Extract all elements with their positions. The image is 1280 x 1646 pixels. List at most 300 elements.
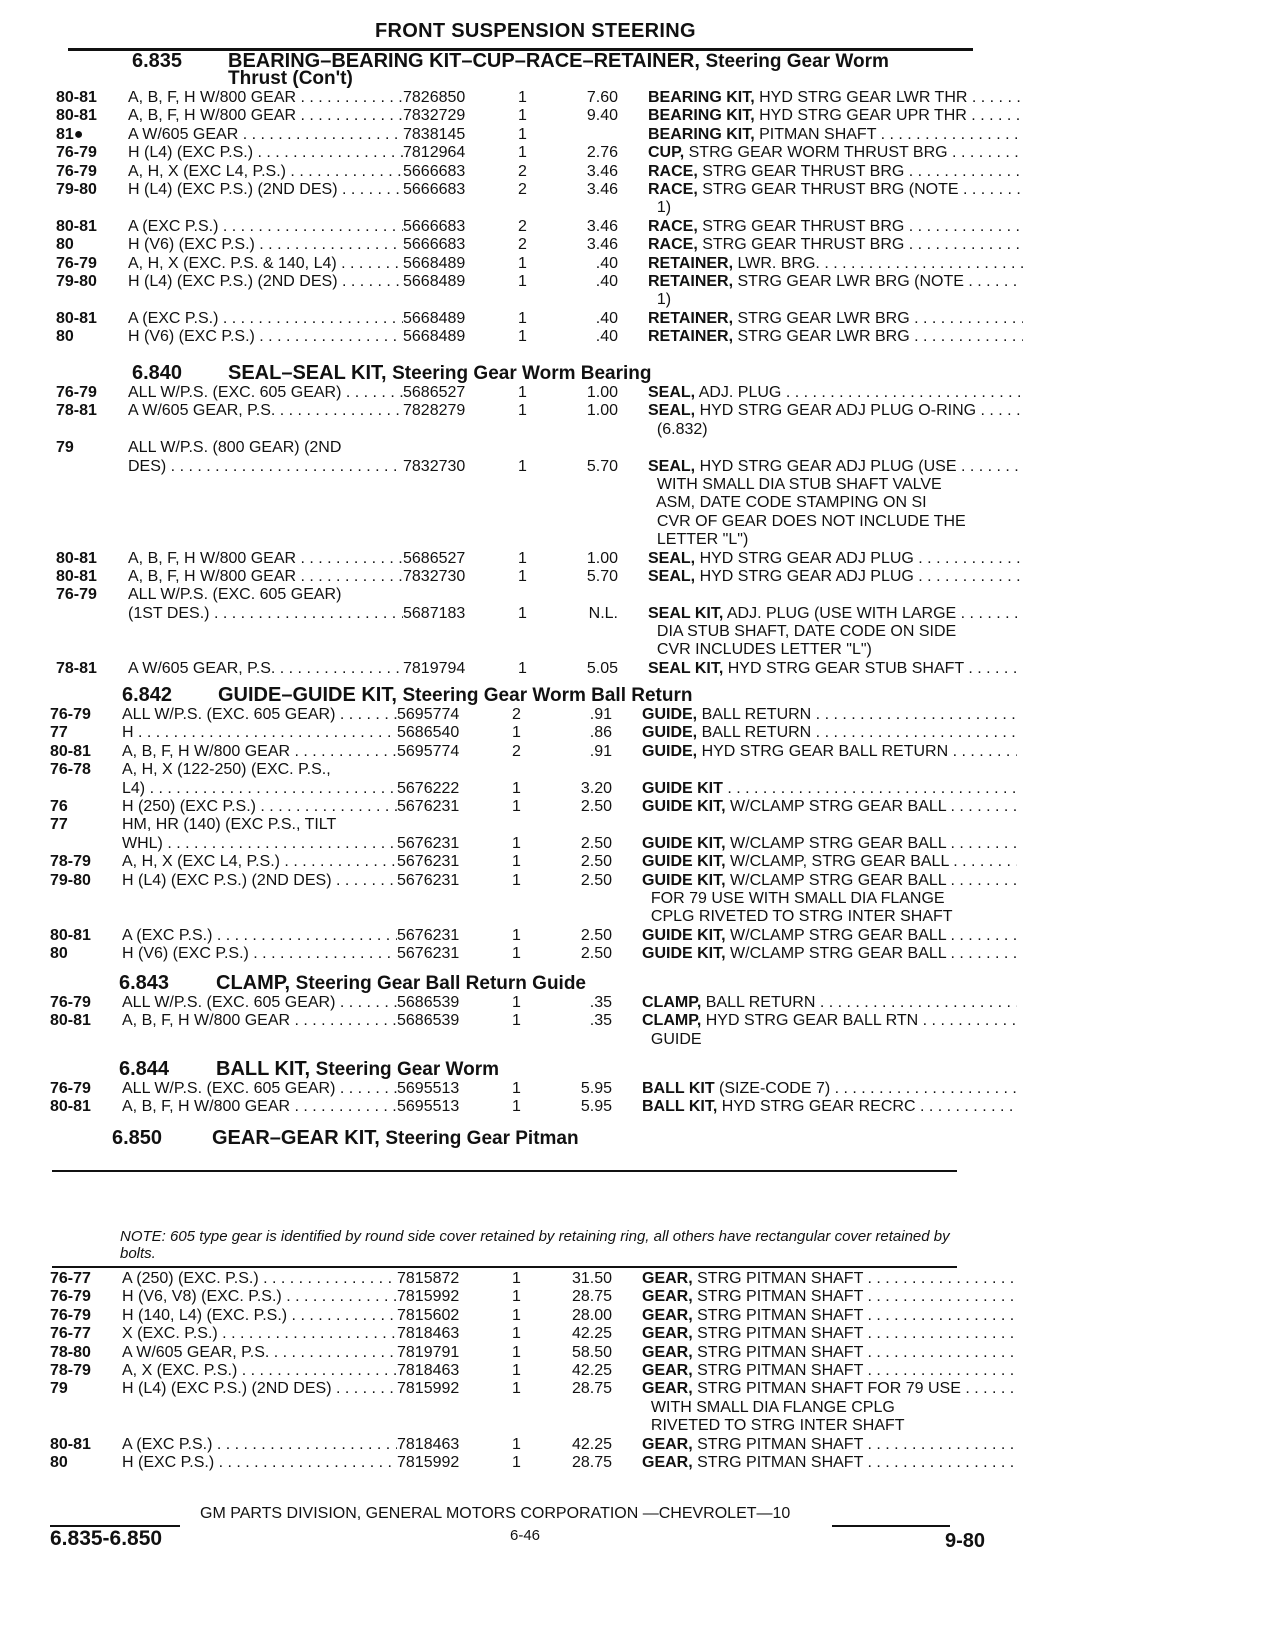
quantity: 1 [518,604,527,622]
quantity: 2 [518,180,527,198]
description [648,163,1023,181]
application: H (L4) (EXC P.S.) (2ND DES) . . . [128,273,403,291]
part-number: 5686540 [397,724,460,742]
description-keyword: CLAMP, [642,994,702,1011]
part-number: 7826850 [403,89,466,106]
quantity: 2 [512,706,521,723]
parts-row [0,199,1280,217]
description [642,1288,1017,1306]
quantity: 1 [512,853,521,871]
description [648,623,1023,641]
section-part-desc: Steering Gear Worm [705,51,889,72]
description-keyword: GUIDE KIT, [642,945,726,963]
model-year: 76-79 [56,162,97,180]
parts-row [0,798,1280,816]
application: DES) . . . [128,458,403,476]
application: A, B, F, H W/800 GEAR . . . [122,1098,397,1116]
description-text: 1) [648,291,672,309]
description [642,780,1017,798]
section-title [218,684,692,707]
quantity: 1 [512,945,521,963]
description-text: STRG PITMAN SHAFT [697,1453,864,1471]
application: ALL W/P.S. (EXC. 605 GEAR) . . . [128,384,403,402]
description-keyword: SEAL, [648,384,696,401]
parts-row [0,568,1280,586]
parts-row [0,927,1280,945]
price: 3.46 [586,162,618,180]
quantity: 1 [518,549,527,567]
model-year: 80-81 [56,309,97,327]
description-text: W/CLAMP STRG GEAR BALL [730,834,947,852]
description [642,724,1017,742]
price: 7.60 [586,89,618,106]
description [642,1417,1017,1435]
part-number: 7812964 [403,144,466,162]
section-part-name: GUIDE–GUIDE KIT, [218,684,397,706]
description-text: ADJ. PLUG (USE WITH LARGE [726,604,957,622]
description-text: HYD STRG GEAR ADJ PLUG (USE [699,457,957,475]
description-text: HYD STRG GEAR BALL RTN [705,1012,919,1030]
price: .40 [595,254,618,272]
price: 3.46 [586,217,618,235]
price: 28.75 [571,1288,612,1306]
price: 28.75 [571,1380,612,1398]
description-keyword: GUIDE KIT [642,779,723,797]
model-year: 80-81 [56,217,97,235]
description-text: STRG GEAR LWR BRG [737,309,910,327]
parts-row [0,144,1280,162]
section-part-name: GEAR–GEAR KIT, [212,1127,380,1149]
model-year: 79-80 [50,871,91,889]
description-text: HYD STRG GEAR STUB SHAFT [727,659,964,677]
description-keyword: GUIDE KIT, [642,926,726,944]
price: 2.50 [580,945,612,963]
model-year: 77 [50,816,68,834]
parts-row [0,780,1280,798]
footer-publisher: GM PARTS DIVISION, GENERAL MOTORS CORPORATION —CHEVROLET—10 [200,1505,791,1522]
part-number: 5686539 [397,994,460,1011]
description-text: STRG GEAR LWR BRG (NOTE [737,272,964,290]
description-text: RIVETED TO STRG INTER SHAFT [642,1417,905,1435]
quantity: 1 [512,797,521,815]
price: 42.25 [571,1325,612,1343]
section-title [228,362,652,385]
parts-row [0,1380,1280,1398]
description-keyword: GEAR, [642,1325,693,1343]
parts-row [0,513,1280,531]
description [648,255,1023,273]
quantity: 1 [518,272,527,290]
quantity: 1 [518,457,527,475]
part-number: 5668489 [403,309,466,327]
application: H (250) (EXC P.S.) . . . [122,798,397,816]
section [0,362,1280,678]
model-year: 80-81 [56,107,97,125]
section-part-desc: Steering Gear Worm Bearing [392,363,652,384]
parts-row [0,181,1280,199]
price: 28.00 [571,1306,612,1324]
description-keyword: GUIDE KIT, [642,834,726,852]
description-keyword: RETAINER, [648,254,734,272]
description-text: W/CLAMP STRG GEAR BALL [730,871,947,889]
description [642,1380,1017,1398]
footer-section-range: 6.835-6.850 [50,1527,163,1550]
application: A, H, X (EXC L4, P.S.) . . . [122,853,397,871]
section-part-name: BALL KIT, [216,1058,311,1080]
application: A (EXC P.S.) . . . [122,927,397,945]
quantity: 1 [518,254,527,272]
parts-row [0,1288,1280,1306]
parts-row [0,126,1280,144]
description-text: ADJ. PLUG [698,384,782,401]
description [642,835,1017,853]
application: A (EXC P.S.) . . . [128,310,403,328]
description-keyword: SEAL KIT, [648,604,724,622]
quantity: 2 [518,217,527,235]
part-number: 5666683 [403,236,466,254]
description [642,1399,1017,1417]
model-year: 76 [50,797,68,815]
description-keyword: RACE, [648,217,698,235]
part-number: 5676231 [397,834,460,852]
part-number: 7815602 [397,1306,460,1324]
part-number: 5676231 [397,853,460,871]
part-number: 5676231 [397,797,460,815]
parts-row [0,476,1280,494]
description [648,513,1023,531]
model-year: 80-81 [56,549,97,567]
description-keyword: GEAR, [642,1361,693,1379]
quantity: 1 [512,871,521,889]
description-keyword: SEAL, [648,457,696,475]
part-number: 7815992 [397,1453,460,1471]
description-text: STRG GEAR THRUST BRG [702,217,905,235]
description-text: STRG PITMAN SHAFT [697,1288,864,1306]
description-text: WITH SMALL DIA FLANGE CPLG [642,1398,895,1416]
part-number: 5687183 [403,604,466,622]
parts-row [0,439,1280,457]
model-year: 80 [50,1453,68,1471]
parts-row [0,853,1280,871]
quantity: 1 [512,1306,521,1324]
part-number: 7832730 [403,567,466,585]
quantity: 1 [518,125,527,143]
description-keyword: GEAR, [642,1288,693,1306]
description-keyword: BEARING KIT, [648,89,755,106]
description [648,236,1023,254]
part-number: 5676231 [397,945,460,963]
application: H (EXC P.S.) . . . [122,1454,397,1472]
description [648,421,1023,439]
application: ALL W/P.S. (EXC. 605 GEAR) [128,586,342,604]
description-keyword: GUIDE, [642,724,698,742]
parts-row [0,994,1280,1012]
description-text: LETTER "L") [648,531,749,549]
part-number: 5686539 [397,1012,460,1030]
application: A W/605 GEAR, P.S. . . . [122,1344,397,1362]
description-text: STRG PITMAN SHAFT [697,1343,864,1361]
model-year: 79 [50,1380,68,1398]
description [648,181,1023,199]
price: 1.00 [586,549,618,567]
price: 42.25 [571,1361,612,1379]
description-text: STRG PITMAN SHAFT [697,1435,864,1453]
part-number: 7818463 [397,1361,460,1379]
model-year: 80-81 [50,926,91,944]
part-number: 7815992 [397,1288,460,1306]
parts-row [0,1399,1280,1417]
part-number: 5676231 [397,926,460,944]
description [642,1436,1017,1454]
description-text: (SIZE-CODE 7) [719,1080,831,1097]
application: H . . . [122,724,397,742]
section-heading [0,684,1280,706]
parts-row [0,291,1280,309]
description [648,476,1023,494]
application: A, B, F, H W/800 GEAR . . . [128,550,403,568]
description-text: WITH SMALL DIA STUB SHAFT VALVE [648,475,942,493]
note-rule-top [52,1170,957,1172]
model-year: 78-79 [50,853,91,871]
quantity: 1 [518,659,527,677]
part-number: 7815992 [397,1380,460,1398]
model-year: 80-81 [56,89,97,106]
parts-row [0,835,1280,853]
price: 3.20 [580,779,612,797]
parts-row [0,1307,1280,1325]
section [0,50,1280,346]
application: ALL W/P.S. (800 GEAR) (2ND [128,439,342,457]
price: .91 [589,742,612,760]
description-keyword: GUIDE KIT, [642,853,726,871]
parts-row [0,531,1280,549]
parts-row [0,641,1280,659]
description [642,798,1017,816]
application: H (L4) (EXC P.S.) . . . [128,144,403,162]
section [0,1127,1280,1149]
description [642,1307,1017,1325]
parts-row [0,1031,1280,1049]
model-year: 76-79 [56,384,97,401]
description-keyword: GUIDE KIT, [642,797,726,815]
quantity: 1 [512,1288,521,1306]
quantity: 1 [512,1453,521,1471]
description-text: 1) [648,199,672,217]
price: 2.50 [580,853,612,871]
description-text: HYD STRG GEAR ADJ PLUG [699,567,914,585]
parts-table [0,1080,1280,1117]
part-number: 5668489 [403,272,466,290]
model-year: 80 [56,328,74,346]
price: N.L. [588,604,618,622]
footer-rule-right [832,1525,950,1527]
application: H (V6, V8) (EXC. P.S.) . . . [122,1288,397,1306]
model-year: 79-80 [56,180,97,198]
description-text: BALL RETURN [705,994,816,1011]
section-number: 6.835 [132,50,183,72]
part-number: 5686527 [403,549,466,567]
price: 58.50 [571,1343,612,1361]
parts-row [0,816,1280,834]
parts-row [0,402,1280,420]
description-text: HYD STRG GEAR ADJ PLUG [699,549,914,567]
description-text: STRG GEAR WORM THRUST BRG [688,144,948,162]
price: 28.75 [571,1453,612,1471]
part-number: 7818463 [397,1325,460,1343]
section-title [216,1058,499,1081]
quantity: 1 [512,834,521,852]
model-year: 80-81 [50,1012,91,1030]
part-number: 5668489 [403,328,466,346]
price: .86 [589,724,612,742]
parts-row [0,623,1280,641]
description-keyword: GUIDE, [642,742,698,760]
price: 2.76 [586,144,618,162]
model-year: 76-79 [50,1306,91,1324]
section-heading [0,972,1280,994]
section-part-desc: Steering Gear Ball Return Guide [295,973,586,994]
parts-row [0,660,1280,678]
description [642,1012,1017,1030]
part-number: 5695513 [397,1080,460,1097]
parts-row [0,872,1280,890]
section [0,1270,1280,1472]
description [642,1344,1017,1362]
description-text: W/CLAMP STRG GEAR BALL [730,926,947,944]
model-year: 78-81 [56,402,97,420]
description [642,1325,1017,1343]
model-year: 76-79 [56,586,97,604]
section [0,1058,1280,1117]
description [642,890,1017,908]
description-text: W/CLAMP, STRG GEAR BALL [730,853,949,871]
description-keyword: RETAINER, [648,272,734,290]
description [642,1454,1017,1472]
footer-page-number: 6-46 [510,1527,541,1544]
price: 2.50 [580,834,612,852]
description [642,1270,1017,1288]
price: .35 [589,1012,612,1030]
description [648,402,1023,420]
model-year: 78-81 [56,659,97,677]
description-text: W/CLAMP STRG GEAR BALL [730,945,947,963]
parts-table [0,1270,1280,1472]
part-number: 5695774 [397,742,460,760]
price: 5.95 [580,1080,612,1097]
quantity: 2 [518,162,527,180]
section-heading [0,362,1280,384]
description-keyword: RETAINER, [648,309,734,327]
parts-row [0,706,1280,724]
part-number: 5676231 [397,871,460,889]
description [642,927,1017,945]
model-year: 76-78 [50,761,91,779]
description [648,494,1023,512]
model-year: 76-77 [50,1325,91,1343]
model-year: 81● [56,125,84,143]
price: 2.50 [580,871,612,889]
description-keyword: BEARING KIT, [648,107,755,125]
quantity: 1 [512,1270,521,1287]
quantity: 1 [512,1361,521,1379]
parts-row [0,163,1280,181]
quantity: 1 [512,1380,521,1398]
application: A, B, F, H W/800 GEAR . . . [122,743,397,761]
description-text: STRG PITMAN SHAFT [697,1270,864,1287]
application: (1ST DES.) . . . [128,605,403,623]
description-text: (6.832) [648,420,708,438]
parts-table [0,89,1280,346]
parts-row [0,724,1280,742]
footer-date: 9-80 [945,1530,986,1552]
note-rule-bottom [52,1266,957,1268]
parts-row [0,761,1280,779]
price: .35 [589,994,612,1011]
description [648,310,1023,328]
parts-row [0,458,1280,476]
application: A, H, X (EXC L4, P.S.) . . . [128,163,403,181]
application: A, X (EXC. P.S.) . . . [122,1362,397,1380]
parts-row [0,550,1280,568]
application: L4) . . . [122,780,397,798]
part-number: 7819794 [403,659,466,677]
model-year: 80 [50,945,68,963]
description-text: CPLG RIVETED TO STRG INTER SHAFT [642,908,953,926]
section-continued: Thrust (Con't) [228,68,353,89]
model-year: 76-79 [50,994,91,1011]
model-year: 76-79 [50,706,91,723]
quantity: 1 [518,309,527,327]
section-part-desc: Steering Gear Pitman [385,1128,579,1149]
section-part-name: SEAL–SEAL KIT, [228,362,387,384]
description [648,568,1023,586]
section-part-name: BEARING–BEARING KIT–CUP–RACE–RETAINER, [228,50,700,72]
model-year: 78-80 [50,1343,91,1361]
price: 5.70 [586,457,618,475]
description [648,199,1023,217]
description [642,908,1017,926]
description-keyword: GUIDE, [642,706,698,723]
price: 9.40 [586,107,618,125]
part-number: 5695774 [397,706,460,723]
description-text: HYD STRG GEAR UPR THR [759,107,967,125]
description-keyword: GEAR, [642,1306,693,1324]
model-year: 80 [56,236,74,254]
application: A W/605 GEAR . . . [128,126,403,144]
part-number: 7818463 [397,1435,460,1453]
description-text: PITMAN SHAFT [759,125,877,143]
part-number: 7838145 [403,125,466,143]
parts-row [0,1080,1280,1098]
description [642,945,1017,963]
parts-table [0,384,1280,678]
section [0,684,1280,963]
description-text: HYD STRG GEAR LWR THR [759,89,968,106]
model-year: 77 [50,724,68,742]
parts-row [0,1325,1280,1343]
application: A, H, X (122-250) (EXC. P.S., [122,761,331,779]
description-text: DIA STUB SHAFT, DATE CODE ON SIDE [648,623,957,641]
parts-row [0,218,1280,236]
application: A W/605 GEAR, P.S. . . . [128,660,403,678]
part-number: 7832729 [403,107,466,125]
description-text: STRG PITMAN SHAFT [697,1361,864,1379]
application: A (EXC P.S.) . . . [128,218,403,236]
quantity: 1 [512,1435,521,1453]
model-year: 76-79 [56,254,97,272]
model-year: 76-79 [50,1080,91,1097]
description [642,1031,1017,1049]
